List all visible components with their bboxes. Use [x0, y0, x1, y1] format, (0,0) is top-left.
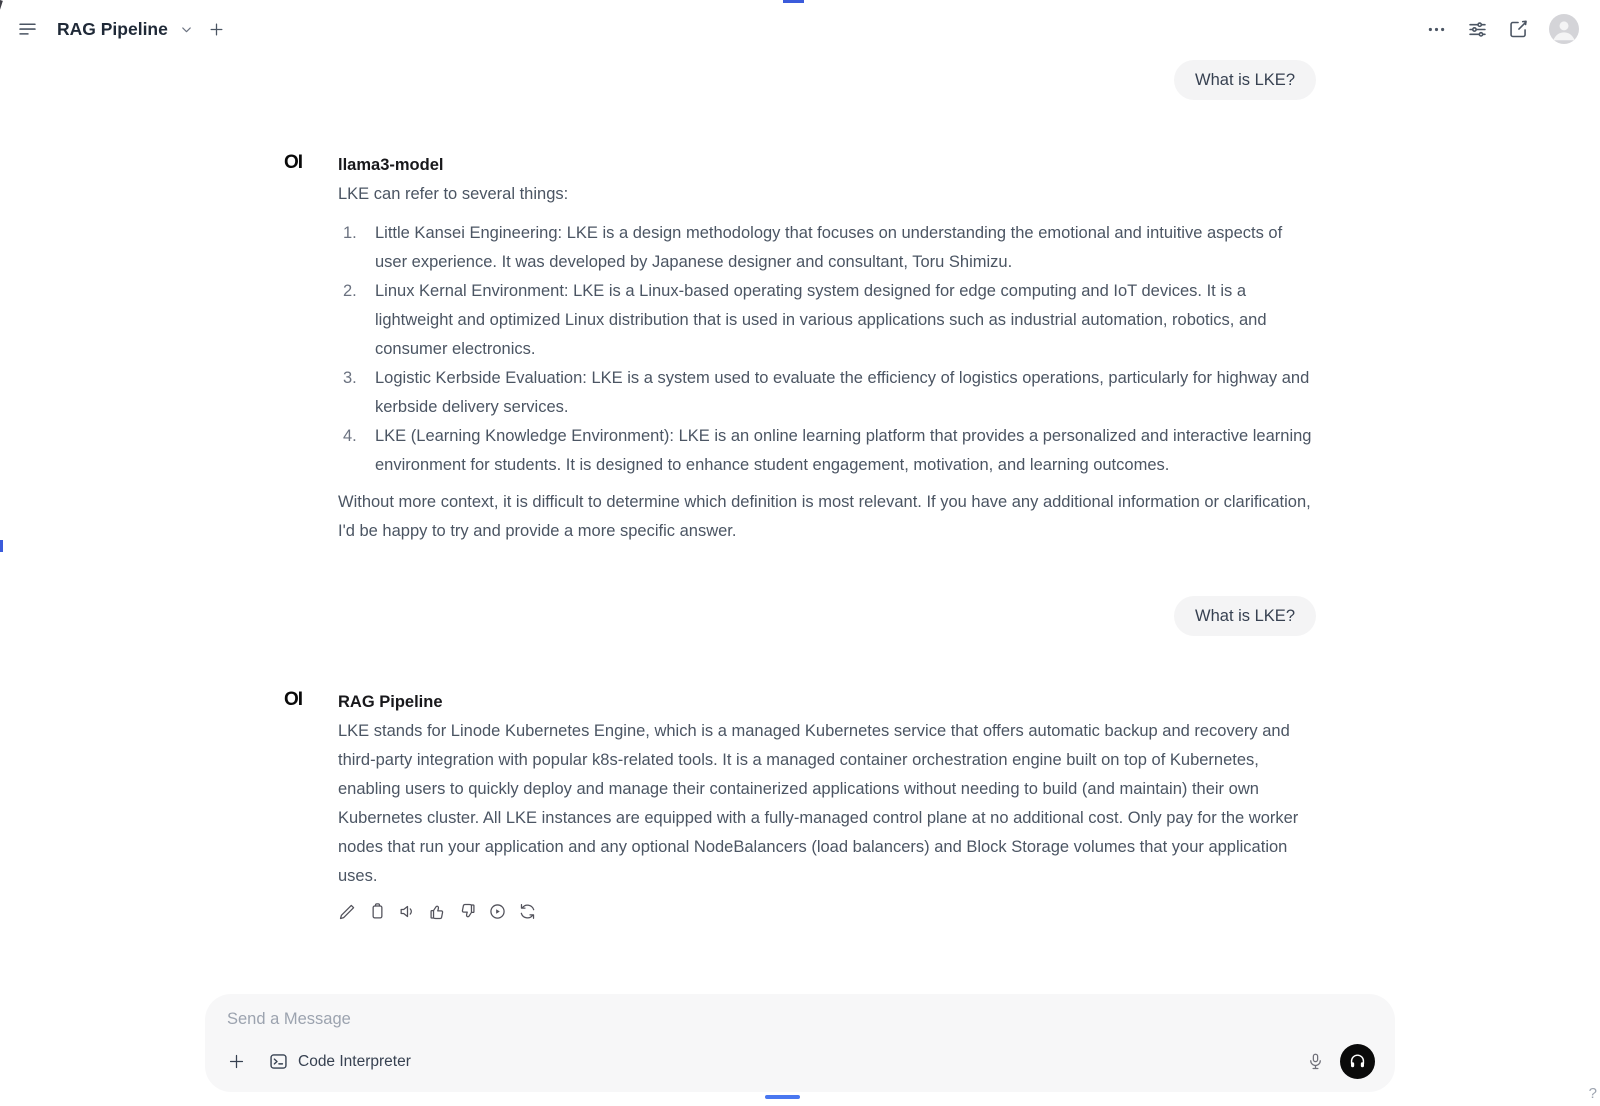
microphone-icon	[1306, 1052, 1325, 1071]
user-message-bubble[interactable]: What is LKE?	[1174, 60, 1316, 100]
attach-file-button[interactable]	[227, 1052, 246, 1071]
screen-artifact-bottom	[765, 1095, 800, 1099]
top-bar-left	[14, 16, 228, 43]
edit-response-button[interactable]	[338, 902, 357, 921]
refresh-icon	[518, 902, 537, 921]
plus-icon	[208, 21, 225, 38]
assistant-message	[284, 151, 1316, 546]
chat-controls-button[interactable]	[1464, 16, 1491, 43]
assistant-message-content	[338, 151, 1316, 546]
help-glyph: ?	[1588, 1085, 1597, 1102]
plus-icon	[227, 1052, 246, 1071]
list-item	[338, 219, 1316, 277]
terminal-icon	[268, 1051, 289, 1072]
top-bar	[0, 0, 1600, 46]
assistant-paragraph: LKE can refer to several things:	[338, 185, 569, 203]
assistant-paragraph: LKE stands for Linode Kubernetes Engine, which is a managed Kubernetes service that offers automatic backup and recovery and third-party integration with popular k8s-related tools. It is a managed container orchestration engine built on top of Kubernetes, enabling users to quickly deploy and manage their containerized applications without needing to build (and maintain) their own Kubernetes cluster. All LKE instances are equipped with a fully-managed control plane at no additional cost. Only pay for the worker nodes that run your application and any optional NodeBalancers (load balancers) and Block Storage volumes that your application uses.	[338, 722, 1299, 885]
composer-controls	[227, 1044, 1375, 1079]
model-name: llama3-model	[338, 156, 444, 174]
list-item-text: Little Kansei Engineering: LKE is a design methodology that focuses on understanding the emotional and intuitive aspects of user experience. It was developed by Japanese designer and consultant, Toru Shimizu.	[375, 224, 1283, 271]
chevron-down-icon	[179, 22, 194, 37]
composer	[205, 994, 1395, 1092]
regenerate-button[interactable]	[518, 902, 537, 921]
list-item-number: 1.	[343, 224, 357, 242]
sidebar-toggle-icon	[17, 19, 38, 40]
thumbs-down-icon	[458, 902, 477, 921]
headphones-icon	[1348, 1052, 1367, 1071]
list-item-number: 4.	[343, 427, 357, 445]
assistant-paragraph: Without more context, it is difficult to determine which definition is most relevant. If you have any additional information or clarification, I'd be happy to try and provide a more specific answer.	[338, 493, 1311, 540]
continue-response-button[interactable]	[488, 902, 507, 921]
list-item-text: Logistic Kerbside Evaluation: LKE is a system used to evaluate the efficiency of logistics operations, particularly for highway and kerbside delivery services.	[375, 369, 1310, 416]
assistant-message	[284, 688, 1316, 921]
user-message-row	[284, 596, 1316, 636]
list-item-number: 3.	[343, 369, 357, 387]
thumbs-up-icon	[428, 902, 447, 921]
thumbs-up-button[interactable]	[428, 902, 447, 921]
speaker-icon	[398, 902, 417, 921]
clipboard-icon	[368, 902, 387, 921]
voice-call-button[interactable]	[1340, 1044, 1375, 1079]
read-aloud-button[interactable]	[398, 902, 417, 921]
list-item-text: Linux Kernal Environment: LKE is a Linux-based operating system designed for edge computing and IoT devices. It is a lightweight and optimized Linux distribution that is used in various applications such as industrial automation, robotics, and consumer electronics.	[375, 282, 1267, 358]
list-item	[338, 277, 1316, 364]
code-interpreter-toggle[interactable]	[268, 1051, 411, 1072]
assistant-message-content	[338, 688, 1316, 921]
chat-scroll-area[interactable]	[284, 46, 1316, 921]
assistant-logo: OI	[284, 152, 303, 173]
user-message-row	[284, 60, 1316, 100]
user-message-bubble[interactable]: What is LKE?	[1174, 596, 1316, 636]
ellipsis-icon	[1426, 19, 1447, 40]
message-actions	[338, 902, 1316, 921]
sliders-icon	[1467, 19, 1488, 40]
play-circle-icon	[488, 902, 507, 921]
model-selector-button[interactable]	[176, 19, 197, 40]
composer-controls-right	[1306, 1044, 1375, 1079]
edit-square-icon	[1508, 19, 1529, 40]
code-interpreter-label: Code Interpreter	[298, 1052, 411, 1070]
list-item	[338, 364, 1316, 422]
user-avatar	[1549, 14, 1579, 44]
new-chat-button[interactable]	[1505, 16, 1532, 43]
chat-more-menu-button[interactable]	[1423, 16, 1450, 43]
chat-title[interactable]: RAG Pipeline	[57, 18, 168, 39]
sidebar-toggle-button[interactable]	[14, 16, 41, 43]
composer-controls-left	[227, 1051, 411, 1072]
list-item-number: 2.	[343, 282, 357, 300]
screen-artifact-top	[783, 0, 804, 3]
top-bar-right	[1423, 11, 1582, 47]
copy-response-button[interactable]	[368, 902, 387, 921]
assistant-logo: OI	[284, 689, 303, 710]
message-input[interactable]	[227, 1010, 1375, 1029]
screen-artifact-left	[0, 540, 3, 552]
ordered-list	[338, 219, 1316, 480]
list-item	[338, 422, 1316, 480]
user-menu-button[interactable]	[1546, 11, 1582, 47]
add-model-button[interactable]	[205, 18, 228, 41]
voice-input-button[interactable]	[1306, 1052, 1325, 1071]
pencil-icon	[338, 902, 357, 921]
thumbs-down-button[interactable]	[458, 902, 477, 921]
model-name: RAG Pipeline	[338, 693, 443, 711]
list-item-text: LKE (Learning Knowledge Environment): LKE is an online learning platform that provides a personalized and interactive learning environment for students. It is designed to enhance student engagement, motivation, and learning outcomes.	[375, 427, 1312, 474]
composer-area	[0, 994, 1600, 1106]
